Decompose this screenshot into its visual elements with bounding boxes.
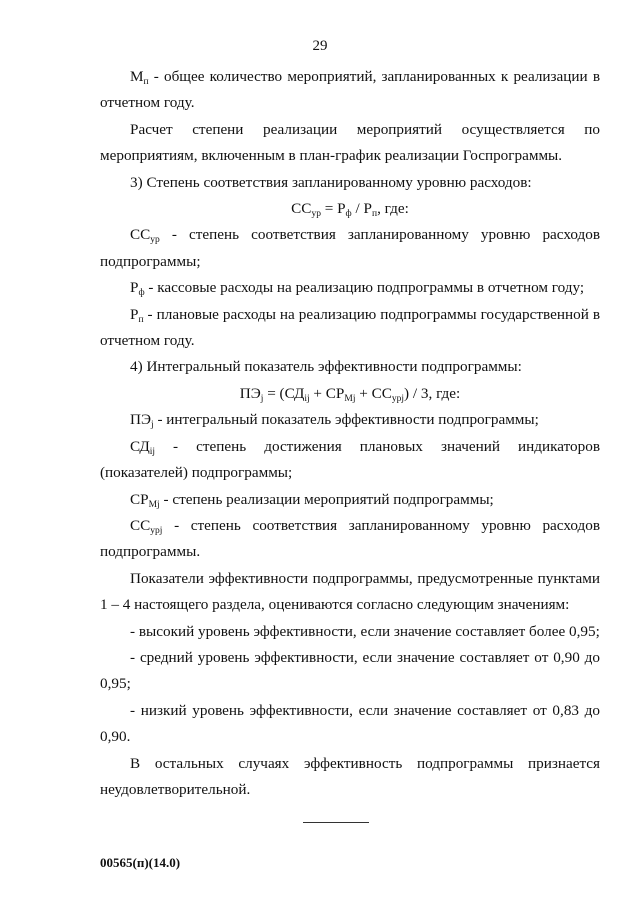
text-run: - высокий уровень эффективности, если значение составляет более 0,95; [130,622,600,640]
text-run: , где: [377,200,409,218]
text-run: М [130,68,144,85]
paragraph [100,354,600,380]
subscript: п [143,77,149,87]
text-run: - степень достижения плановых значений индикаторов (показателей) подпрограммы; [100,437,600,482]
text-run: - общее количество мероприятий, запланированных к реализации в отчетном году. [100,68,600,112]
text-run: + СР [309,384,345,402]
subscript: ур [311,209,321,220]
text-run: СС [130,516,151,534]
formula [100,196,600,222]
subscript: урj [150,525,163,536]
text-run: ) / 3, где: [404,384,461,402]
end-divider [303,822,369,823]
subscript: Мj [344,393,356,404]
subscript: ур [150,235,160,246]
subscript: Мj [148,499,160,510]
text-run: Показатели эффективности подпрограммы, предусмотренные пунктами 1 – 4 настоящего раздела, оцениваются согласно следующим значениям: [100,569,600,614]
paragraph [100,64,600,117]
subscript: п [371,209,378,220]
text-run: = Р [320,200,346,218]
paragraph [100,275,600,301]
text-run: Расчет степени реализации мероприятий осуществляется по мероприятиям, включенным в план-график реализации Госпрограммы. [100,120,600,165]
subscript: ф [345,209,352,220]
text-run: - степень реализации мероприятий подпрограммы; [159,490,494,508]
subscript: ij [304,393,310,404]
text-run: ПЭ [130,411,151,429]
page-number: 29 [312,38,328,54]
text-run: - средний уровень эффективности, если значение составляет от 0,90 до 0,95; [100,648,600,693]
paragraph [100,117,600,170]
paragraph [100,302,600,355]
text-run: СС [130,226,151,244]
text-run: СС [291,200,312,218]
subscript: п [138,314,144,325]
text-run: - степень соответствия запланированному уровню расходов подпрограммы; [100,226,600,270]
text-run: - низкий уровень эффективности, если значение составляет от 0,83 до 0,90. [100,701,600,746]
subscript: урj [391,393,405,404]
text-run: 4) Интегральный показатель эффективности подпрограммы: [130,358,522,376]
text-run: Р [130,279,139,297]
text-run: СД [130,437,150,455]
text-run: ПЭ [239,384,261,402]
text-run: = (СД [263,384,305,402]
paragraph [100,645,600,698]
paragraph [100,170,600,196]
paragraph [100,513,600,566]
text-run: + СС [355,384,392,402]
document-body [100,64,600,803]
subscript: ф [138,288,145,299]
paragraph [100,407,600,433]
text-run: 3) Степень соответствия запланированному уровню расходов: [130,173,532,191]
paragraph [100,619,600,645]
text-run: / Р [351,200,372,218]
paragraph [100,222,600,275]
text-run: - интегральный показатель эффективности подпрограммы; [153,411,539,429]
text-run: В остальных случаях эффективность подпрограммы признается неудовлетворительной. [100,754,600,798]
formula [100,381,600,407]
text-run: - кассовые расходы на реализацию подпрограммы в отчетном году; [144,279,585,297]
text-run: Р [130,305,139,323]
footer-code: 00565(п)(14.0) [100,855,181,870]
text-run: - степень соответствия запланированному уровню расходов подпрограммы. [100,516,600,561]
paragraph [100,434,600,487]
subscript: j [260,393,264,404]
text-run: СР [130,490,149,508]
paragraph [100,487,600,513]
paragraph [100,698,600,751]
paragraph [100,566,600,619]
paragraph [100,751,600,804]
text-run: - плановые расходы на реализацию подпрограммы государственной в отчетном году. [100,305,600,350]
subscript: ij [149,446,156,457]
subscript: j [151,420,154,431]
